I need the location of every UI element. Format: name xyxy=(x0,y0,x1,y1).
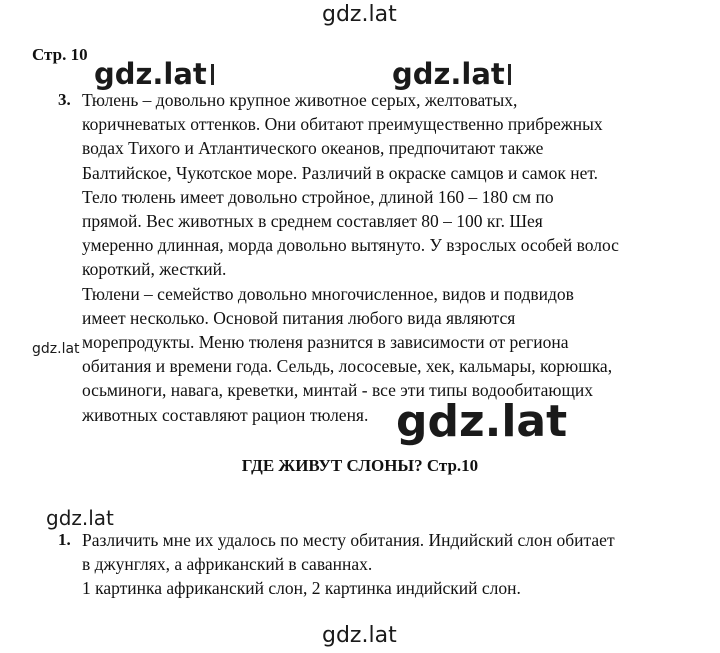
watermark-top: gdz.lat xyxy=(322,2,397,27)
watermark-cursor-bar xyxy=(508,64,511,85)
page-label: Стр. 10 xyxy=(32,45,88,64)
text-line: в джунглях, а африканский в саваннах. xyxy=(82,554,373,575)
text-line: осьминоги, навага, креветки, минтай - все эти типы водообитающих xyxy=(82,380,594,401)
text-line: Различить мне их удалось по месту обитания. Индийский слон обитает xyxy=(82,530,615,550)
task-3-text xyxy=(82,88,712,427)
text-line: умеренно длинная, морда довольно вытянуто. У взрослых особей волос xyxy=(82,235,619,256)
text-line: животных составляют рацион тюленя. xyxy=(82,404,369,425)
task-1-number: 1. xyxy=(58,530,71,549)
watermark-cursor-bar xyxy=(211,64,214,85)
watermark: gdz.lat xyxy=(396,396,568,447)
task-3-number: 3. xyxy=(58,90,71,109)
watermark: gdz.lat xyxy=(46,506,114,530)
text-line: Балтийское, Чукотское море. Различий в окраске самцов и самок нет. xyxy=(82,162,599,183)
section-heading: ГДЕ ЖИВУТ СЛОНЫ? Стр.10 xyxy=(241,456,479,475)
text-line: имеет несколько. Основой питания любого вида являются xyxy=(82,307,516,328)
text-line: прямой. Вес животных в среднем составляет 80 – 100 кг. Шея xyxy=(82,211,543,232)
watermark-bottom: gdz.lat xyxy=(322,623,397,648)
text-line: короткий, жесткий. xyxy=(82,259,227,280)
watermark: gdz.lat xyxy=(392,57,505,91)
task-1-text xyxy=(82,528,712,601)
watermark: gdz.lat xyxy=(32,341,80,357)
text-line: водах Тихого и Атлантического океанов, предпочитают также xyxy=(82,138,544,159)
text-line: морепродукты. Меню тюленя разнится в зависимости от региона xyxy=(82,332,569,353)
text-line: 1 картинка африканский слон, 2 картинка индийский слон. xyxy=(82,578,521,599)
text-line: Тело тюлень имеет довольно стройное, длиной 160 – 180 см по xyxy=(82,186,554,207)
text-line: Тюлень – довольно крупное животное серых, желтоватых, xyxy=(82,90,518,110)
text-line: обитания и времени года. Сельдь, лососевые, хек, кальмары, корюшка, xyxy=(82,356,613,377)
text-line: Тюлени – семейство довольно многочисленное, видов и подвидов xyxy=(82,283,574,304)
watermark: gdz.lat xyxy=(94,57,207,91)
text-line: коричневатых оттенков. Они обитают преимущественно прибрежных xyxy=(82,114,603,135)
